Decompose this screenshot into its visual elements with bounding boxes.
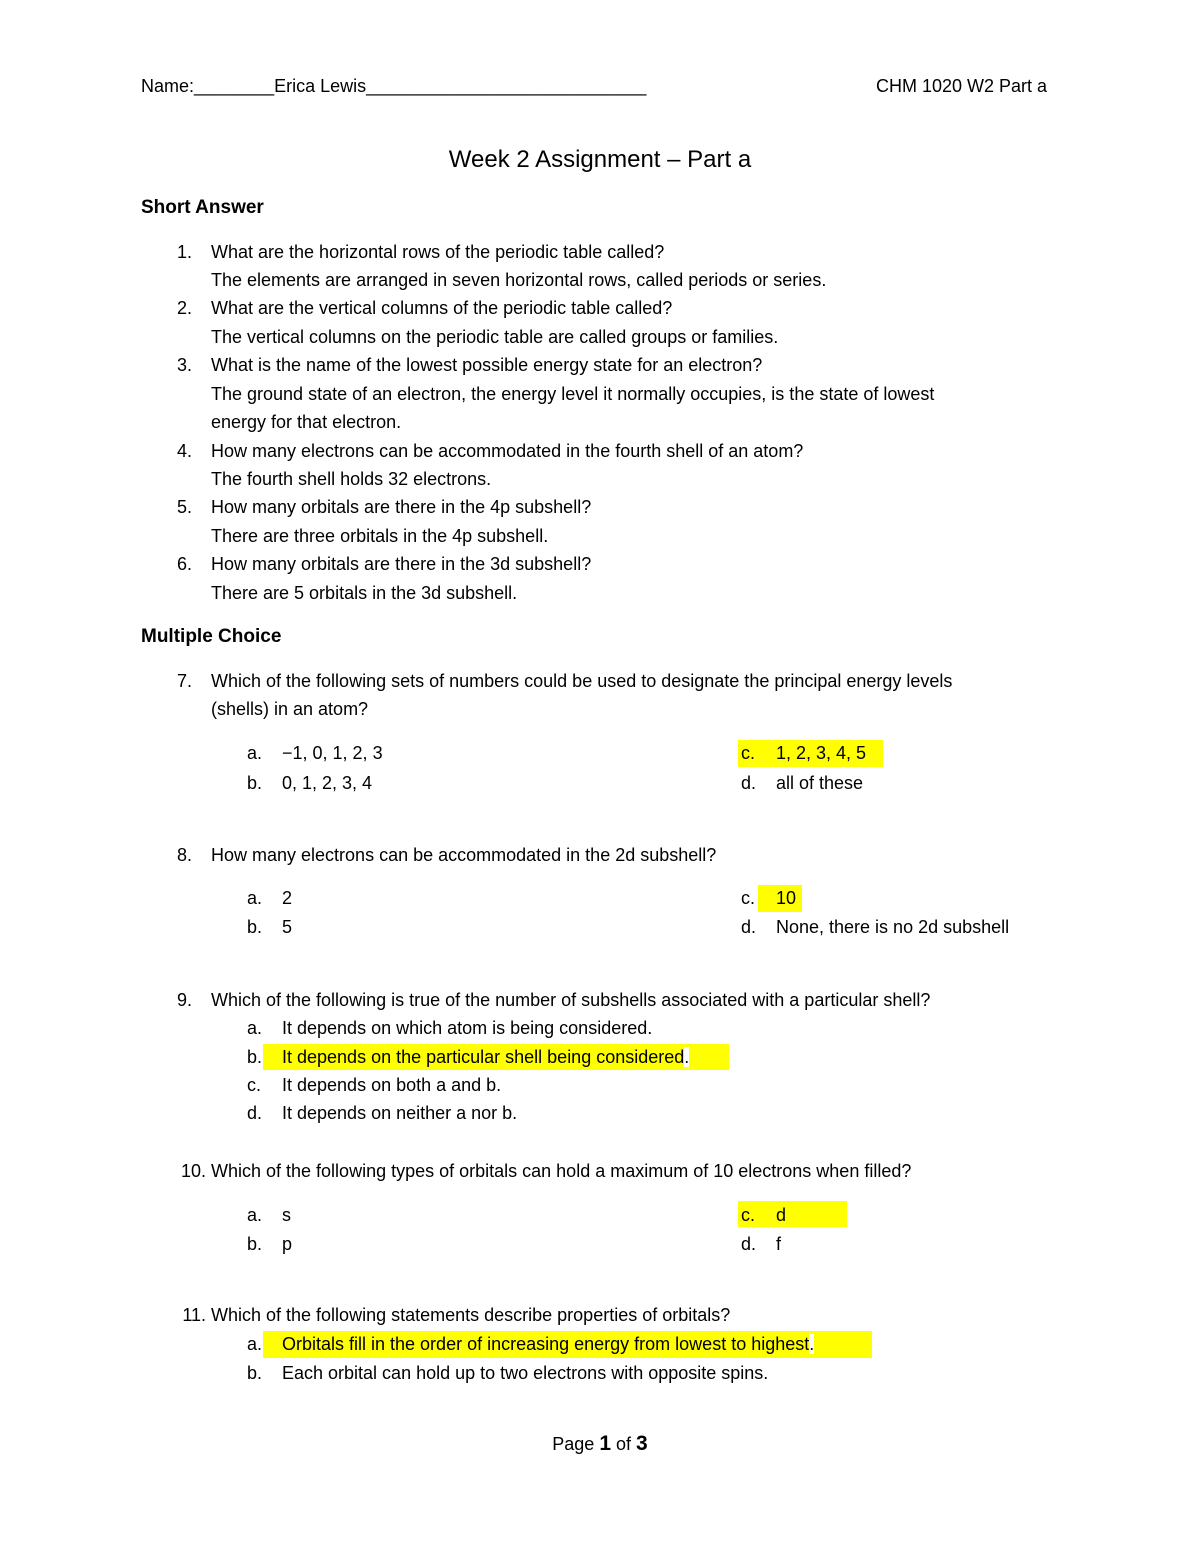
short-answer-heading: Short Answer	[141, 197, 264, 218]
question-text: How many electrons can be accommodated in the fourth shell of an atom?	[211, 441, 804, 461]
option-letter: d.	[741, 1234, 757, 1254]
option-letter: c.	[741, 1205, 756, 1225]
option-letter: d.	[741, 773, 757, 793]
page-total: 3	[636, 1432, 648, 1455]
option-text: None, there is no 2d subshell	[776, 917, 1010, 937]
option-letter: a.	[247, 1334, 263, 1354]
option-text: p	[282, 1234, 293, 1254]
option-letter: b.	[247, 1047, 263, 1067]
option-suffix: .	[684, 1047, 690, 1067]
option-text-selected	[282, 1048, 689, 1066]
option-text-highlighted: Orbitals fill in the order of increasing energy from lowest to highest	[282, 1334, 810, 1354]
question-number: 1.	[176, 242, 192, 262]
question-text: Which of the following is true of the number of subshells associated with a particular shell?	[211, 990, 931, 1010]
option-text: 0, 1, 2, 3, 4	[282, 773, 373, 793]
question-text: What are the horizontal rows of the periodic table called?	[211, 242, 665, 262]
question-number: 2.	[176, 298, 192, 318]
page-title: Week 2 Assignment – Part a	[448, 146, 752, 173]
answer-text: The ground state of an electron, the energy level it normally occupies, is the state of lowest	[211, 384, 935, 404]
question-text: How many orbitals are there in the 4p subshell?	[211, 497, 592, 517]
question-text: Which of the following sets of numbers could be used to designate the principal energy levels	[211, 671, 953, 691]
question-text: How many orbitals are there in the 3d subshell?	[211, 554, 592, 574]
option-letter: d.	[741, 917, 757, 937]
question-text: What are the vertical columns of the periodic table called?	[211, 298, 673, 318]
answer-text: The elements are arranged in seven horizontal rows, called periods or series.	[211, 270, 827, 290]
answer-text: energy for that electron.	[211, 412, 402, 432]
multiple-choice-heading: Multiple Choice	[141, 626, 282, 647]
question-number: 4.	[176, 441, 192, 461]
option-text-selected: 10	[776, 888, 797, 908]
option-letter: d.	[247, 1103, 263, 1123]
option-text: −1, 0, 1, 2, 3	[282, 743, 383, 763]
option-letter: c.	[741, 888, 756, 908]
option-text-selected: 1, 2, 3, 4, 5	[776, 743, 867, 763]
option-text-selected: d	[776, 1205, 787, 1225]
option-text: s	[282, 1205, 291, 1225]
option-text-selected	[282, 1335, 814, 1353]
option-letter: b.	[247, 773, 263, 793]
question-text: (shells) in an atom?	[211, 699, 369, 719]
question-number: 5.	[176, 497, 192, 517]
course-code: CHM 1020 W2 Part a	[876, 76, 1048, 96]
option-text: Each orbital can hold up to two electrons with opposite spins.	[282, 1363, 769, 1383]
option-text: It depends on which atom is being considered.	[282, 1018, 653, 1038]
question-number: 9.	[176, 990, 192, 1010]
option-letter: b.	[247, 1363, 263, 1383]
option-letter: b.	[247, 917, 263, 937]
option-letter: a.	[247, 888, 263, 908]
page-footer	[0, 1433, 1200, 1454]
option-text: f	[776, 1234, 782, 1254]
question-number: 10.	[180, 1161, 206, 1181]
question-number: 3.	[176, 355, 192, 375]
page-word: Page	[552, 1434, 595, 1454]
answer-text: There are three orbitals in the 4p subshell.	[211, 526, 549, 546]
question-text: Which of the following statements describe properties of orbitals?	[211, 1305, 731, 1325]
option-letter: b.	[247, 1234, 263, 1254]
answer-text: The fourth shell holds 32 electrons.	[211, 469, 492, 489]
option-letter: a.	[247, 1205, 263, 1225]
question-text: Which of the following types of orbitals can hold a maximum of 10 electrons when filled?	[211, 1161, 912, 1181]
question-number: 8.	[176, 845, 192, 865]
option-letter: a.	[247, 1018, 263, 1038]
option-text: It depends on both a and b.	[282, 1075, 502, 1095]
question-text: How many electrons can be accommodated in the 2d subshell?	[211, 845, 717, 865]
option-text: all of these	[776, 773, 864, 793]
option-text: 5	[282, 917, 293, 937]
question-text: What is the name of the lowest possible energy state for an electron?	[211, 355, 763, 375]
option-text-highlighted: It depends on the particular shell being considered	[282, 1047, 685, 1067]
option-text: It depends on neither a nor b.	[282, 1103, 518, 1123]
answer-text: There are 5 orbitals in the 3d subshell.	[211, 583, 518, 603]
option-text: 2	[282, 888, 293, 908]
option-letter: c.	[741, 743, 756, 763]
question-number: 6.	[176, 554, 192, 574]
question-number: 7.	[176, 671, 192, 691]
question-number: 11.	[182, 1305, 206, 1325]
page-number: 1	[599, 1432, 611, 1455]
of-word: of	[616, 1434, 632, 1454]
option-letter: c.	[247, 1075, 262, 1095]
answer-text: The vertical columns on the periodic table are called groups or families.	[211, 327, 779, 347]
name-line: Name:________Erica Lewis____________________________	[141, 76, 647, 96]
option-letter: a.	[247, 743, 263, 763]
option-suffix: .	[809, 1334, 815, 1354]
